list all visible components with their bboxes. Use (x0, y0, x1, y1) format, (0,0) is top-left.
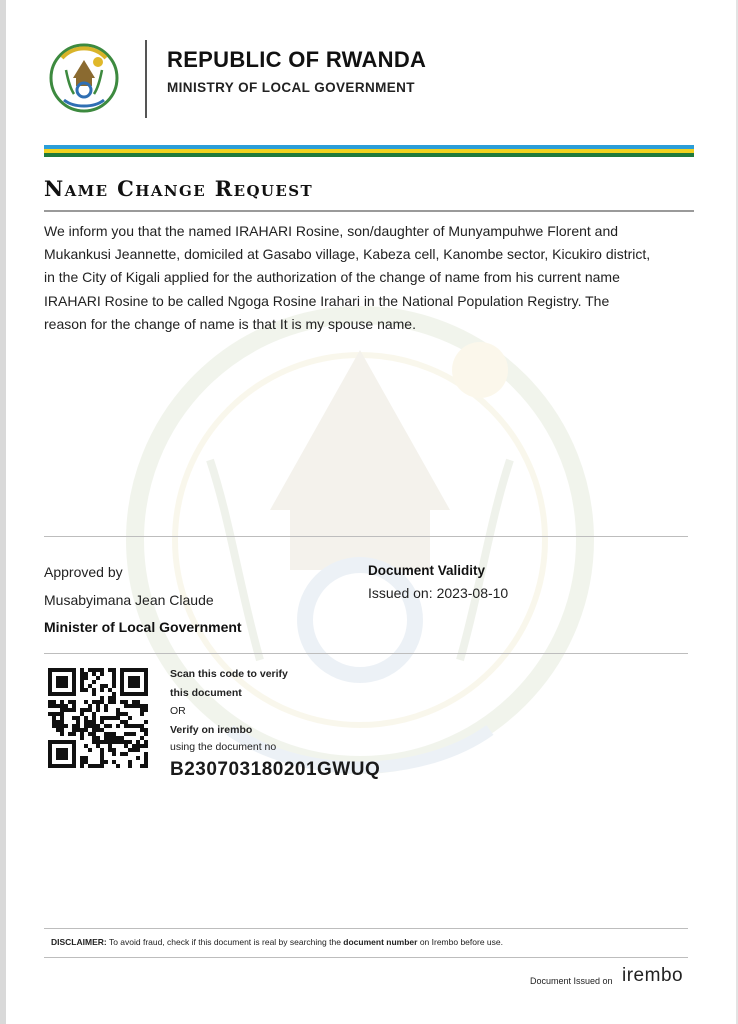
ministry-title: MINISTRY OF LOCAL GOVERNMENT (167, 80, 415, 95)
body-line: Mukankusi Jeannette, domiciled at Gasabo village, Kabeza cell, Kanombe sector, Kicukiro district, (44, 246, 651, 263)
emblem-watermark-icon (120, 260, 600, 820)
footer-divider (44, 957, 688, 958)
body-line: We inform you that the named IRAHARI Rosine, son/daughter of Munyampuhwe Florent and (44, 223, 619, 239)
document-body (44, 220, 694, 336)
section-divider (44, 653, 688, 654)
disclaimer (51, 937, 503, 947)
verify-irembo-label: Verify on irembo (170, 724, 253, 736)
document-title: Name Change Request (44, 176, 314, 201)
disclaimer-text-end: on Irembo before use. (417, 937, 503, 947)
body-line: reason for the change of name is that It is my spouse name. (44, 315, 416, 332)
body-line: in the City of Kigali applied for the authorization of the change of name from his current name (44, 269, 620, 286)
qr-code-icon[interactable] (48, 668, 148, 768)
country-title: REPUBLIC OF RWANDA (167, 47, 427, 72)
page-edge-left (0, 0, 6, 1024)
issued-on-line (368, 585, 508, 601)
title-underline (44, 210, 694, 212)
scan-instruction: Scan this code to verify (170, 668, 288, 680)
document-number: B230703180201GWUQ (170, 759, 381, 780)
disclaimer-bold: document number (343, 937, 418, 947)
flag-band-green (44, 153, 694, 157)
issued-on-label: Issued on: (368, 585, 433, 601)
footer-divider (44, 928, 688, 929)
approver-role: Minister of Local Government (44, 619, 242, 635)
section-divider (44, 536, 688, 537)
disclaimer-label: DISCLAIMER: (51, 937, 107, 947)
issued-on-platform: Document Issued on (530, 976, 613, 986)
approved-by-label: Approved by (44, 564, 123, 580)
using-document-label: using the document no (170, 741, 277, 753)
flag-color-bands (44, 145, 694, 157)
header-divider (145, 40, 147, 118)
irembo-logo[interactable]: irembo (622, 965, 684, 986)
issued-on-date: 2023-08-10 (436, 585, 509, 601)
document-validity-label: Document Validity (368, 563, 486, 578)
or-text: OR (170, 705, 186, 717)
rwanda-coat-of-arms-icon (48, 40, 120, 116)
body-line: IRAHARI Rosine to be called Ngoga Rosine Irahari in the National Population Registry. The (44, 292, 610, 309)
disclaimer-text: To avoid fraud, check if this document is real by searching the (106, 937, 344, 947)
scan-instruction: this document (170, 687, 242, 699)
approver-name: Musabyimana Jean Claude (44, 592, 214, 608)
